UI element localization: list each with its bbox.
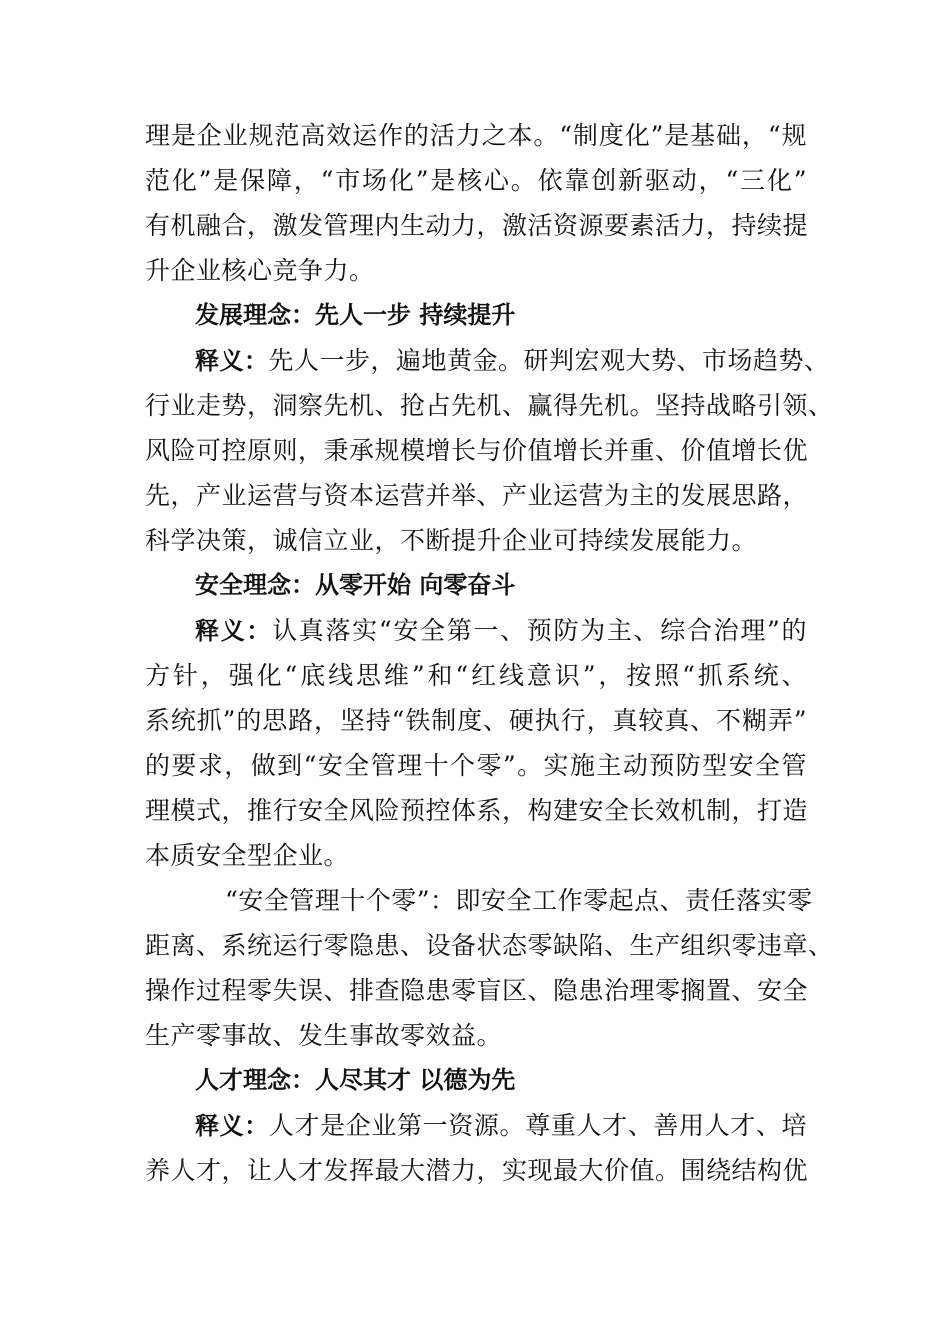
definition-label: 释义： bbox=[195, 1112, 269, 1140]
paragraph-text: 先人一步，遍地黄金。研判宏观大势、市场趋势、 bbox=[268, 346, 830, 375]
paragraph-line: 养人才，让人才发挥最大潜力，实现最大价值。围绕结构优 bbox=[145, 1156, 809, 1185]
paragraph-line: 先，产业运营与资本运营并举、产业运营为主的发展思路， bbox=[145, 481, 809, 510]
paragraph-line: 科学决策，诚信立业，不断提升企业可持续发展能力。 bbox=[145, 526, 758, 555]
paragraph-line: 生产零事故、发生事故零效益。 bbox=[145, 1021, 503, 1050]
paragraph-line: 行业走势，洞察先机、抢占先机、赢得先机。坚持战略引领、 bbox=[145, 391, 834, 420]
paragraph-line: 有机融合，激发管理内生动力，激活资源要素活力，持续提 bbox=[145, 211, 809, 240]
safety-paragraph bbox=[145, 608, 807, 878]
paragraph-line: 方针，强化“底线思维”和“红线意识”，按照“抓系统、 bbox=[145, 661, 807, 690]
paragraph-line bbox=[145, 608, 807, 653]
paragraph-line: “安全管理十个零”：即安全工作零起点、责任落实零 bbox=[225, 886, 813, 915]
intro-paragraph bbox=[145, 113, 807, 293]
paragraph-line: 距离、系统运行零隐患、设备状态零缺陷、生产组织零违章、 bbox=[145, 931, 834, 960]
paragraph-text: 人才是企业第一资源。尊重人才、善用人才、培 bbox=[268, 1111, 807, 1140]
paragraph-line: 本质安全型企业。 bbox=[145, 841, 350, 870]
paragraph-line: 风险可控原则，秉承规模增长与价值增长并重、价值增长优 bbox=[145, 436, 809, 465]
definition-label: 释义： bbox=[195, 617, 273, 645]
paragraph-line bbox=[145, 338, 830, 383]
paragraph-line: 升企业核心竞争力。 bbox=[145, 256, 375, 285]
paragraph-line: 的要求，做到“安全管理十个零”。实施主动预防型安全管 bbox=[145, 751, 807, 780]
paragraph-line: 操作过程零失误、排查隐患零盲区、隐患治理零搁置、安全 bbox=[145, 976, 809, 1005]
talent-paragraph bbox=[145, 1103, 807, 1193]
talent-heading: 人才理念：人尽其才 以德为先 bbox=[195, 1066, 516, 1094]
document-page bbox=[145, 113, 834, 1193]
development-paragraph bbox=[145, 338, 834, 563]
paragraph-line: 范化”是保障，“市场化”是核心。依靠创新驱动，“三化” bbox=[145, 166, 807, 195]
definition-label: 释义： bbox=[195, 347, 269, 375]
safety-heading: 安全理念：从零开始 向零奋斗 bbox=[195, 571, 516, 599]
safety-note-paragraph bbox=[145, 878, 834, 1058]
paragraph-line: 系统抓”的思路，坚持“铁制度、硬执行，真较真、不糊弄” bbox=[145, 706, 807, 735]
paragraph-text: 认真落实“安全第一、预防为主、综合治理”的 bbox=[272, 616, 807, 645]
paragraph-line: 理模式，推行安全风险预控体系，构建安全长效机制，打造 bbox=[145, 796, 809, 825]
paragraph-line bbox=[145, 1103, 807, 1148]
development-heading: 发展理念：先人一步 持续提升 bbox=[195, 301, 516, 329]
paragraph-line: 理是企业规范高效运作的活力之本。“制度化”是基础，“规 bbox=[145, 121, 807, 150]
